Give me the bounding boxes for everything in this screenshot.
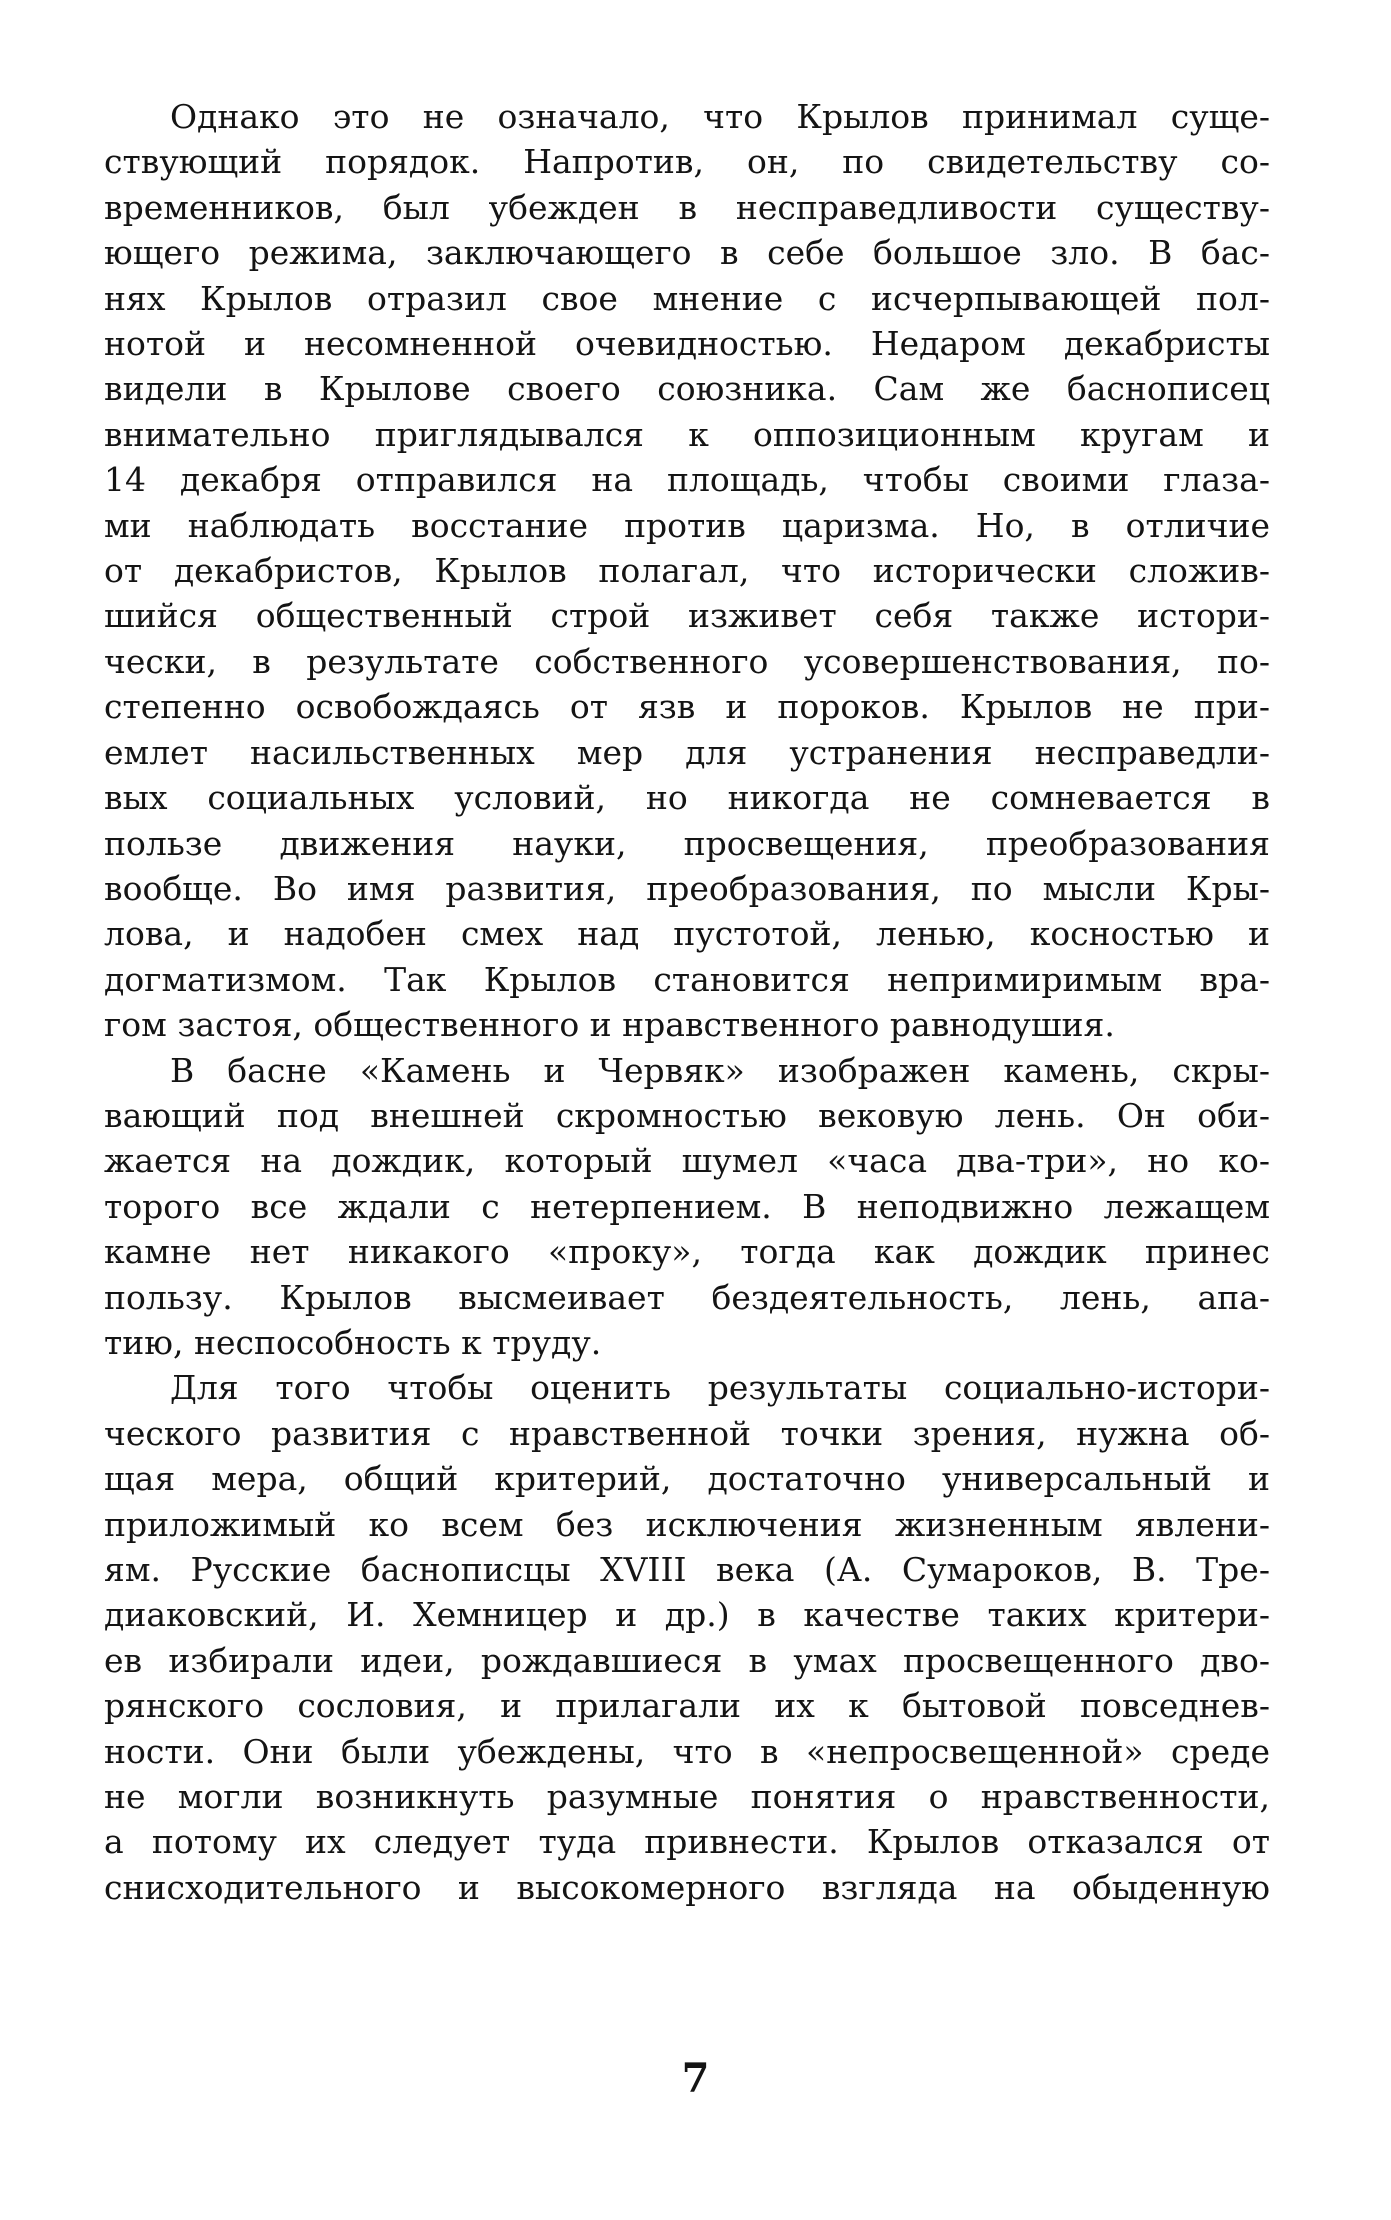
text-line: камне нет никакого «проку», тогда как дождик принес bbox=[104, 1232, 1270, 1272]
text-line: жается на дождик, который шумел «часа два-три», но ко- bbox=[104, 1141, 1270, 1181]
text-line: ющего режима, заключающего в себе большое зло. В бас- bbox=[104, 233, 1270, 273]
paragraph-2 bbox=[104, 1048, 1270, 1366]
text-line: вающий под внешней скромностью вековую лень. Он оби- bbox=[104, 1095, 1270, 1135]
text-line: чески, в результате собственного усовершенствования, по- bbox=[104, 641, 1270, 681]
text-line: ми наблюдать восстание против царизма. Но, в отличие bbox=[104, 505, 1270, 545]
text-line: внимательно приглядывался к оппозиционным кругам и bbox=[104, 414, 1270, 454]
page-number: 7 bbox=[681, 2055, 710, 2102]
text-line: рянского сословия, и прилагали их к бытовой повседнев- bbox=[104, 1686, 1270, 1726]
text-line: а потому их следует туда привнести. Крылов отказался от bbox=[104, 1822, 1270, 1862]
text-line: емлет насильственных мер для устранения несправедли- bbox=[104, 732, 1270, 772]
text-line: Для того чтобы оценить результаты социально-истори- bbox=[170, 1368, 1270, 1408]
text-line: степенно освобождаясь от язв и пороков. Крылов не при- bbox=[104, 687, 1270, 727]
text-line: пользу. Крылов высмеивает бездеятельность, лень, апа- bbox=[104, 1277, 1270, 1317]
text-line: гом застоя, общественного и нравственного равнодушия. bbox=[104, 1005, 1115, 1045]
text-line: торого все ждали с нетерпением. В неподвижно лежащем bbox=[104, 1186, 1270, 1226]
text-line: Однако это не означало, что Крылов принимал суще- bbox=[170, 97, 1270, 136]
text-line: приложимый ко всем без исключения жизненным явлени- bbox=[104, 1504, 1270, 1544]
text-line: не могли возникнуть разумные понятия о нравственности, bbox=[104, 1777, 1270, 1817]
text-line: нотой и несомненной очевидностью. Недаром декабристы bbox=[104, 324, 1270, 364]
text-line: ствующий порядок. Напротив, он, по свидетельству со- bbox=[104, 142, 1270, 182]
text-line: ности. Они были убеждены, что в «непросвещенной» среде bbox=[104, 1731, 1270, 1771]
text-line: щая мера, общий критерий, достаточно универсальный и bbox=[104, 1459, 1270, 1499]
text-line: снисходительного и высокомерного взгляда на обыденную bbox=[104, 1867, 1270, 1907]
text-line: ев избирали идеи, рождавшиеся в умах просвещенного дво- bbox=[104, 1640, 1270, 1680]
text-line: догматизмом. Так Крылов становится непримиримым вра- bbox=[104, 959, 1270, 999]
paragraph-3 bbox=[104, 1365, 1270, 1910]
text-line: видели в Крылове своего союзника. Сам же баснописец bbox=[104, 369, 1270, 409]
text-line: диаковский, И. Хемницер и др.) в качестве таких критери- bbox=[104, 1595, 1270, 1635]
text-line: вых социальных условий, но никогда не сомневается в bbox=[104, 778, 1270, 818]
text-line: ям. Русские баснописцы XVIII века (А. Сумароков, В. Тре- bbox=[104, 1550, 1270, 1589]
text-line: тию, неспособность к труду. bbox=[104, 1322, 602, 1362]
text-line: В басне «Камень и Червяк» изображен камень, скры- bbox=[170, 1050, 1270, 1090]
text-line: пользе движения науки, просвещения, преобразования bbox=[104, 823, 1270, 863]
text-line: нях Крылов отразил свое мнение с исчерпывающей пол- bbox=[104, 278, 1270, 318]
body-text bbox=[104, 94, 1270, 1910]
text-line: ческого развития с нравственной точки зрения, нужна об- bbox=[104, 1413, 1270, 1453]
paragraph-1 bbox=[104, 94, 1270, 1048]
text-line: лова, и надобен смех над пустотой, ленью, косностью и bbox=[104, 914, 1270, 954]
text-line: вообще. Во имя развития, преобразования, по мысли Кры- bbox=[104, 868, 1270, 908]
text-line: от декабристов, Крылов полагал, что исторически сложив- bbox=[104, 551, 1270, 591]
text-line: шийся общественный строй изживет себя также истори- bbox=[104, 596, 1270, 636]
text-line: временников, был убежден в несправедливости существу- bbox=[104, 187, 1270, 227]
text-line: 14 декабря отправился на площадь, чтобы своими глаза- bbox=[104, 460, 1270, 500]
